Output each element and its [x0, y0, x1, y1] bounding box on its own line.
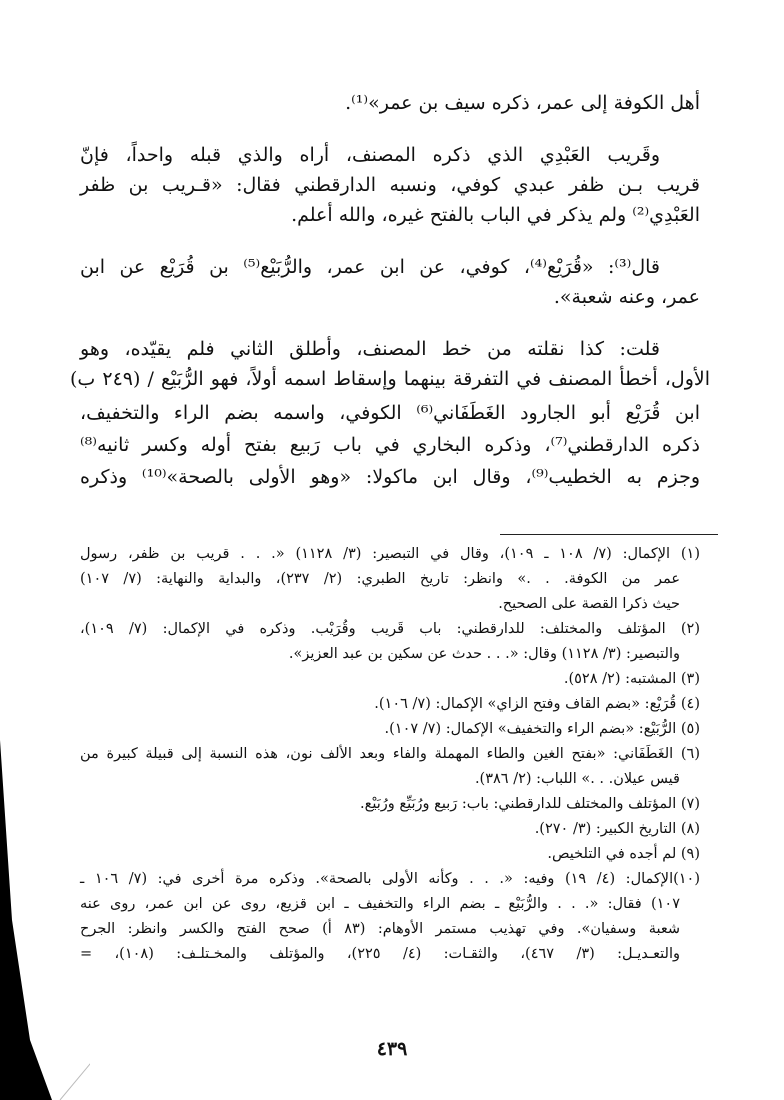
footnote-line: (٤) قُرَيْع: «بضم القاف وفتح الزاي» الإكمال: (٧/ ١٠٦). — [374, 696, 700, 712]
footnote-line: (٨) التاريخ الكبير: (٣/ ٢٧٠). — [534, 821, 700, 837]
footnote-line: والتبصير: (٣/ ١١٢٨) وقال: «. . . حدث عن سكين بن عبد العزيز». — [288, 646, 680, 662]
body-line: قلت: كذا نقلته من خط المصنف، وأطلق الثاني فلم يقيّده، وهو — [80, 338, 660, 360]
scan-shadow — [0, 740, 90, 1100]
body-line: ذكره الدارقطني⁽⁷⁾، وذكره البخاري في باب رَبيع بفتح أوله وكسر ثانيه⁽⁸⁾ — [80, 434, 700, 456]
footnote-line: (٥) الرُّبَيْع: «بضم الراء والتخفيف» الإكمال: (٧/ ١٠٧). — [384, 721, 700, 737]
page-number: ٤٣٩ — [376, 1038, 408, 1060]
footnote-line: (٧) المؤتلف والمختلف للدارقطني: باب: رَبيع ورُبَيِّع ورُبَيْع. — [360, 796, 700, 812]
footnote-line: (٢) المؤتلف والمختلف: للدارقطني: باب قَريب وقُرَيْب. وذكره في الإكمال: (٧/ ١٠٩)، — [80, 621, 700, 637]
footnote-line: شعبة وسفيان». وفي تهذيب مستمر الأوهام: (٨٣ أ) صحح الفتح والكسر وانظر: الجرح — [80, 921, 681, 937]
footnote-line: عمر من الكوفة. . .» وانظر: تاريخ الطبري: (٢/ ٢٣٧)، والبداية والنهاية: (٧/ ١٠٧) — [80, 571, 681, 587]
footnote-line: (٩) لم أجده في التلخيص. — [547, 846, 700, 862]
body-line: وجزم به الخطيب⁽⁹⁾، وقال ابن ماكولا: «وهو الأولى بالصحة»⁽¹⁰⁾ وذكره — [80, 466, 700, 488]
body-line: قال⁽³⁾: «قُرَيْع⁽⁴⁾، كوفي، عن ابن عمر، والرُّبَيْع⁽⁵⁾ بن قُرَيْع عن ابن — [80, 256, 660, 278]
footnote-line: (١) الإكمال: (٧/ ١٠٨ ـ ١٠٩)، وقال في التبصير: (٣/ ١١٢٨) «. . . قريب بن ظفر، رسول — [80, 546, 701, 562]
body-line: قريب بـن ظفر عبدي كوفي، ونسبه الدارقطني فقال: «قـريب بن ظفر — [80, 174, 700, 196]
body-line: العَبْدِي⁽²⁾ ولم يذكر في الباب بالفتح غيره، والله أعلم. — [291, 204, 700, 226]
footnote-divider — [500, 534, 718, 535]
body-line: ابن قُرَيْع أبو الجارود الغَطَفَاني⁽⁶⁾ الكوفي، واسمه بضم الراء والتخفيف، — [80, 402, 700, 424]
footnote-line: (٣) المشتبه: (٢/ ٥٢٨). — [563, 671, 700, 687]
footnote-line: (١٠)الإكمال: (٤/ ١٩) وفيه: «. . . وكأنه الأولى بالصحة». وذكره مرة أخرى في: (٧/ ١٠٦ ـ — [80, 871, 701, 887]
body-line: الأول، أخطأ المصنف في التفرقة بينهما وإسقاط اسمه أولاً، فهو الرُّبَيْع / (٢٤٩ ب) — [70, 368, 710, 390]
body-line: وقَريب العَبْدِي الذي ذكره المصنف، أراه والذي قبله واحداً، فإنّ — [80, 144, 660, 166]
footnote-line: قيس عيلان. . .» اللباب: (٢/ ٣٨٦). — [474, 771, 680, 787]
footnote-line: (٦) الغَطَفَاني: «بفتح الغين والطاء المهملة والفاء وبعد الألف نون، هذه النسبة إلى قبيلة كبيرة من — [80, 746, 700, 762]
footnote-line: والتعـديـل: (٣/ ٤٦٧)، والثقـات: (٤/ ٢٢٥)، والمؤتلف والمخـتلـف: (١٠٨)، = — [80, 946, 680, 962]
footnote-line: ١٠٧) فقال: «. . . والرُّبَيْع ـ بضم الراء والتخفيف ـ ابن قزيع، روى عن ابن عمر، روى عنه — [80, 896, 680, 912]
body-line: عمر، وعنه شعبة». — [553, 286, 700, 308]
body-line: أهل الكوفة إلى عمر، ذكره سيف بن عمر»⁽¹⁾. — [345, 92, 700, 114]
footnote-line: حيث ذكرا القصة على الصحيح. — [498, 596, 680, 612]
